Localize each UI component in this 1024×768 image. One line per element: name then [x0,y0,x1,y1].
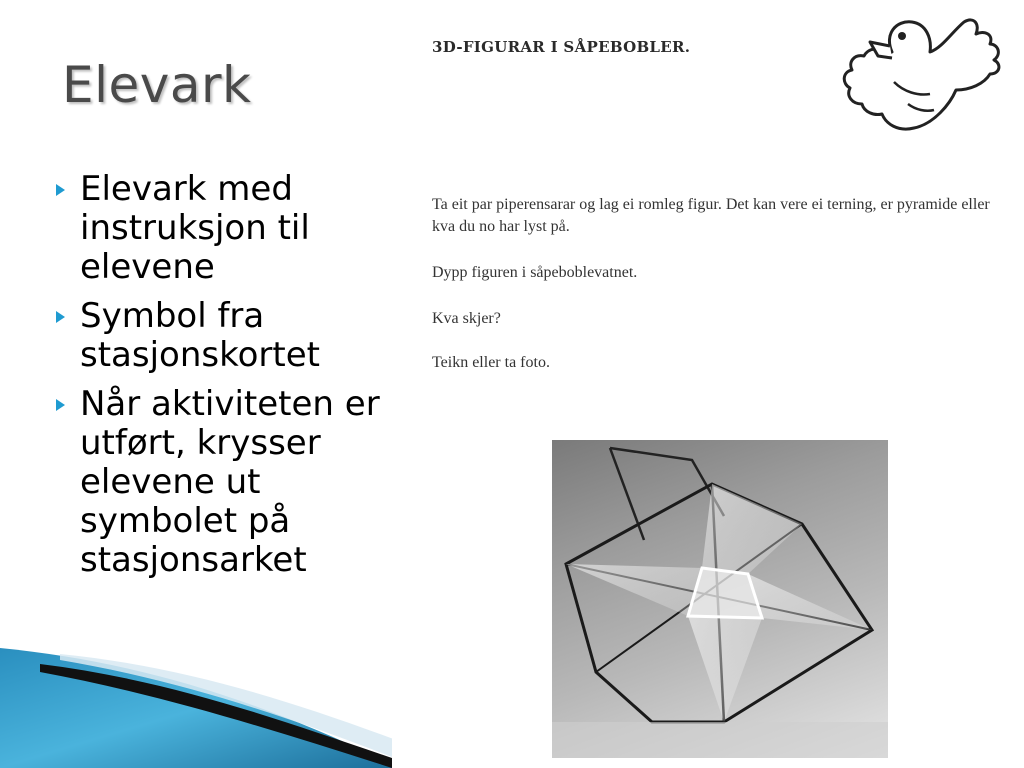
bullet-item [52,297,382,375]
bullet-arrow-icon [56,184,65,196]
worksheet-heading: 3D-FIGURAR I SÅPEBOBLER. [432,38,691,56]
bullet-arrow-icon [56,399,65,411]
soap-film-cube-photo [552,440,888,758]
bullet-text: Symbol fra stasjonskortet [80,296,320,375]
worksheet-paragraph: Dypp figuren i såpeboblevatnet. [432,264,638,281]
bullet-list [52,170,382,590]
bullet-item [52,170,382,287]
worksheet-paragraph: Kva skjer? [432,310,501,327]
slide-title: Elevark [62,56,252,114]
worksheet-scan [392,0,1024,768]
bullet-arrow-icon [56,311,65,323]
worksheet-paragraph: Ta eit par piperensarar og lag ei romleg figur. Det kan vere ei terning, er pyramide eller kva du no har lyst på. [432,196,990,235]
bullet-text: Når aktiviteten er utført, krysser elevene ut symbolet på stasjonsarket [80,384,380,580]
bullet-text: Elevark med instruksjon til elevene [80,169,310,287]
worksheet-paragraph: Teikn eller ta foto. [432,354,550,371]
bullet-item [52,385,382,580]
bird-icon [834,12,1010,138]
